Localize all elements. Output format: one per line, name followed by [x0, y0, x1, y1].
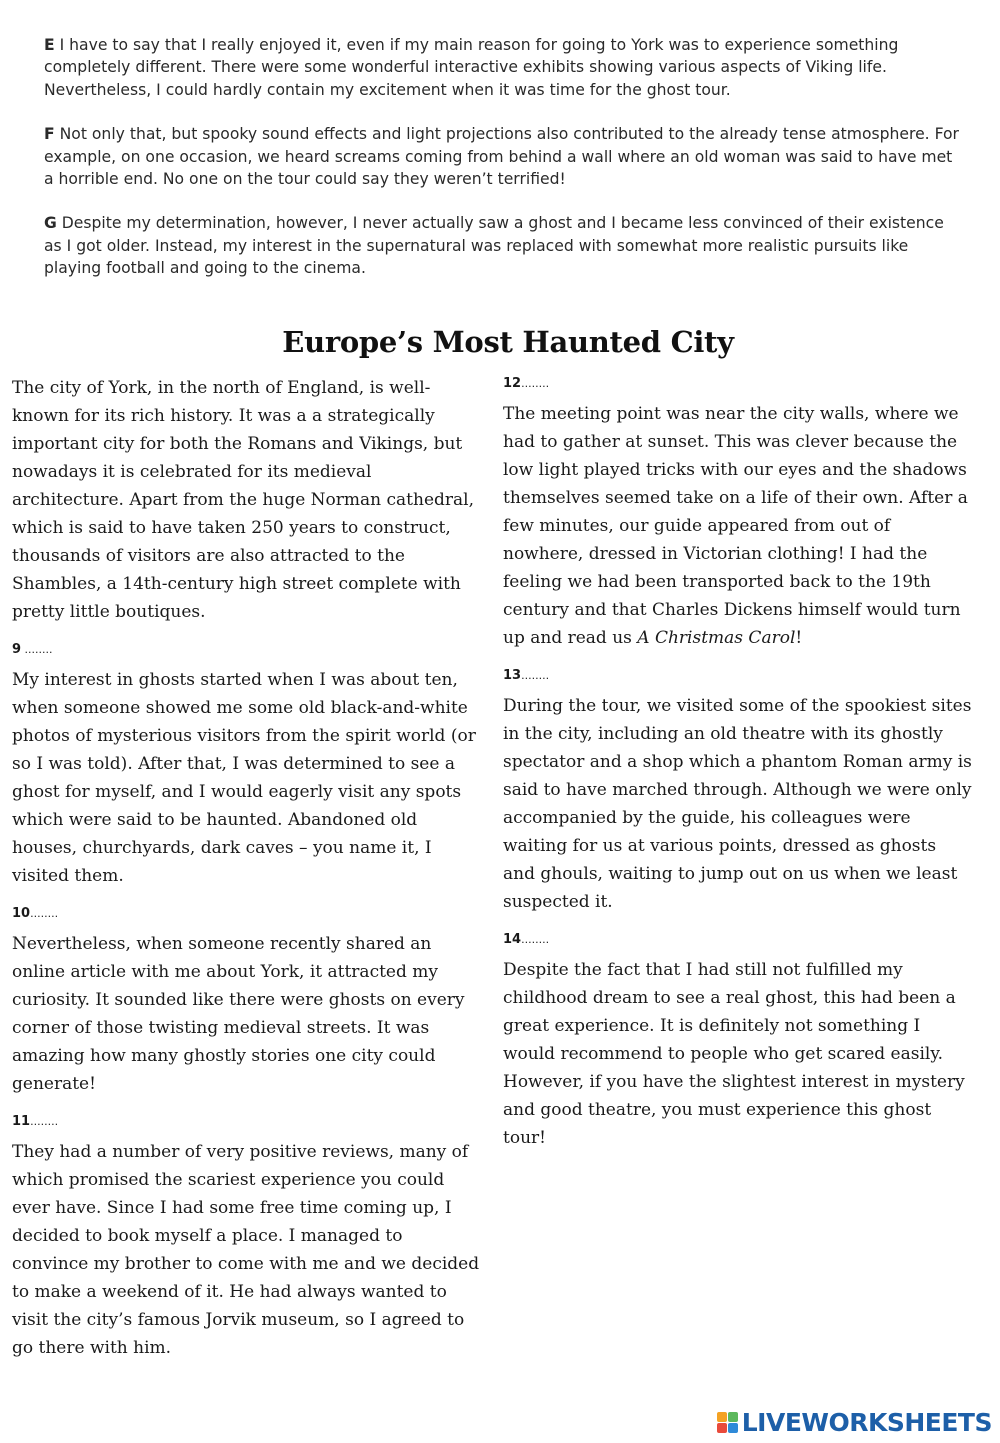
- gap-blank[interactable]: ........: [521, 669, 550, 682]
- brand-name: LIVEWORKSHEETS: [741, 1408, 992, 1437]
- gap-12[interactable]: [503, 374, 973, 394]
- gap-10[interactable]: [12, 904, 482, 924]
- gap-blank[interactable]: ........: [30, 1115, 59, 1128]
- book-title: A Christmas Carol: [637, 628, 796, 648]
- paragraph-12: [503, 400, 973, 652]
- liveworksheets-logo[interactable]: [717, 1408, 992, 1437]
- article-column-left: [12, 374, 482, 1376]
- gap-number: 13: [503, 668, 522, 683]
- paragraph-12-text: The meeting point was near the city walls, where we had to gather at sunset. This was clever because the low light played tricks with our eyes and the shadows themselves seemed take on a life of their own. After a few minutes, our guide appeared from out of nowhere, dressed in Victorian clothing! I had the feeling we had been transported back to the 19th century and that Charles Dickens himself would turn up and read us: [503, 404, 968, 648]
- logo-square-icon: [717, 1412, 727, 1422]
- gap-blank[interactable]: ........: [21, 643, 53, 656]
- gap-number: 9: [12, 642, 22, 657]
- gap-number: 11: [12, 1114, 31, 1129]
- gap-blank[interactable]: ........: [521, 933, 550, 946]
- logo-square-icon: [728, 1423, 738, 1433]
- option-e: [44, 34, 964, 101]
- gap-number: 14: [503, 932, 522, 947]
- option-letter: F: [44, 125, 55, 144]
- answer-options: [44, 34, 964, 302]
- liveworksheets-icon: [717, 1412, 738, 1433]
- article-intro: The city of York, in the north of England, is well-known for its rich history. It was a a strategically important city for both the Romans and Vikings, but nowadays it is celebrated for its medieval architecture. Apart from the huge Norman cathedral, which is said to have taken 250 years to construct, thousands of visitors are also attracted to the Shambles, a 14th-century high street complete with pretty little boutiques.: [12, 378, 475, 622]
- option-text: Despite my determination, however, I never actually saw a ghost and I became less convinced of their existence as I got older. Instead, my interest in the supernatural was replaced with somewhat more realistic pursuits like playing football and going to the cinema.: [44, 214, 944, 278]
- gap-14[interactable]: [503, 930, 973, 950]
- option-letter: G: [44, 214, 57, 233]
- paragraph-11: They had a number of very positive reviews, many of which promised the scariest experience you could ever have. Since I had some free time coming up, I decided to book myself a place. I managed to convince my brother to come with me and we decided to make a weekend of it. He had always wanted to visit the city’s famous Jorvik museum, so I agreed to go there with him.: [12, 1142, 480, 1358]
- paragraph-12-end: !: [795, 628, 803, 648]
- gap-number: 10: [12, 906, 31, 921]
- article-title: Europe’s Most Haunted City: [282, 325, 734, 359]
- gap-number: 12: [503, 376, 522, 391]
- gap-blank[interactable]: ........: [30, 907, 59, 920]
- option-g: [44, 212, 964, 279]
- gap-11[interactable]: [12, 1112, 482, 1132]
- paragraph-9: My interest in ghosts started when I was about ten, when someone showed me some old black-and-white photos of mysterious visitors from the spirit world (or so I was told). After that, I was determined to see a ghost for myself, and I would eagerly visit any spots which were said to be haunted. Abandoned old houses, churchyards, dark caves – you name it, I visited them.: [12, 670, 476, 886]
- paragraph-14: Despite the fact that I had still not fulfilled my childhood dream to see a real ghost, this had been a great experience. It is definitely not something I would recommend to people who get scared easily. However, if you have the slightest interest in mystery and good theatre, you must experience this ghost tour!: [503, 960, 965, 1148]
- logo-square-icon: [717, 1423, 727, 1433]
- gap-13[interactable]: [503, 666, 973, 686]
- option-text: Not only that, but spooky sound effects and light projections also contributed to the already tense atmosphere. For example, on one occasion, we heard screams coming from behind a wall where an old woman was said to have met a horrible end. No one on the tour could say they weren’t terrified!: [44, 125, 959, 189]
- option-text: I have to say that I really enjoyed it, even if my main reason for going to York was to experience something completely different. There were some wonderful interactive exhibits showing various aspects of Viking life. Nevertheless, I could hardly contain my excitement when it was time for the ghost tour.: [44, 36, 899, 99]
- logo-square-icon: [728, 1412, 738, 1422]
- paragraph-13: During the tour, we visited some of the spookiest sites in the city, including an old theatre with its ghostly spectator and a shop which a phantom Roman army is said to have marched through. Although we were only accompanied by the guide, his colleagues were waiting for us at various points, dressed as ghosts and ghouls, waiting to jump out on us when we least suspected it.: [503, 696, 972, 912]
- option-letter: E: [44, 36, 55, 54]
- option-f: [44, 123, 964, 190]
- paragraph-10: Nevertheless, when someone recently shared an online article with me about York, it attracted my curiosity. It sounded like there were ghosts on every corner of those twisting medieval streets. It was amazing how many ghostly stories one city could generate!: [12, 934, 465, 1094]
- article-column-right: [503, 374, 973, 1166]
- gap-9[interactable]: [12, 640, 482, 660]
- gap-blank[interactable]: ........: [521, 377, 550, 390]
